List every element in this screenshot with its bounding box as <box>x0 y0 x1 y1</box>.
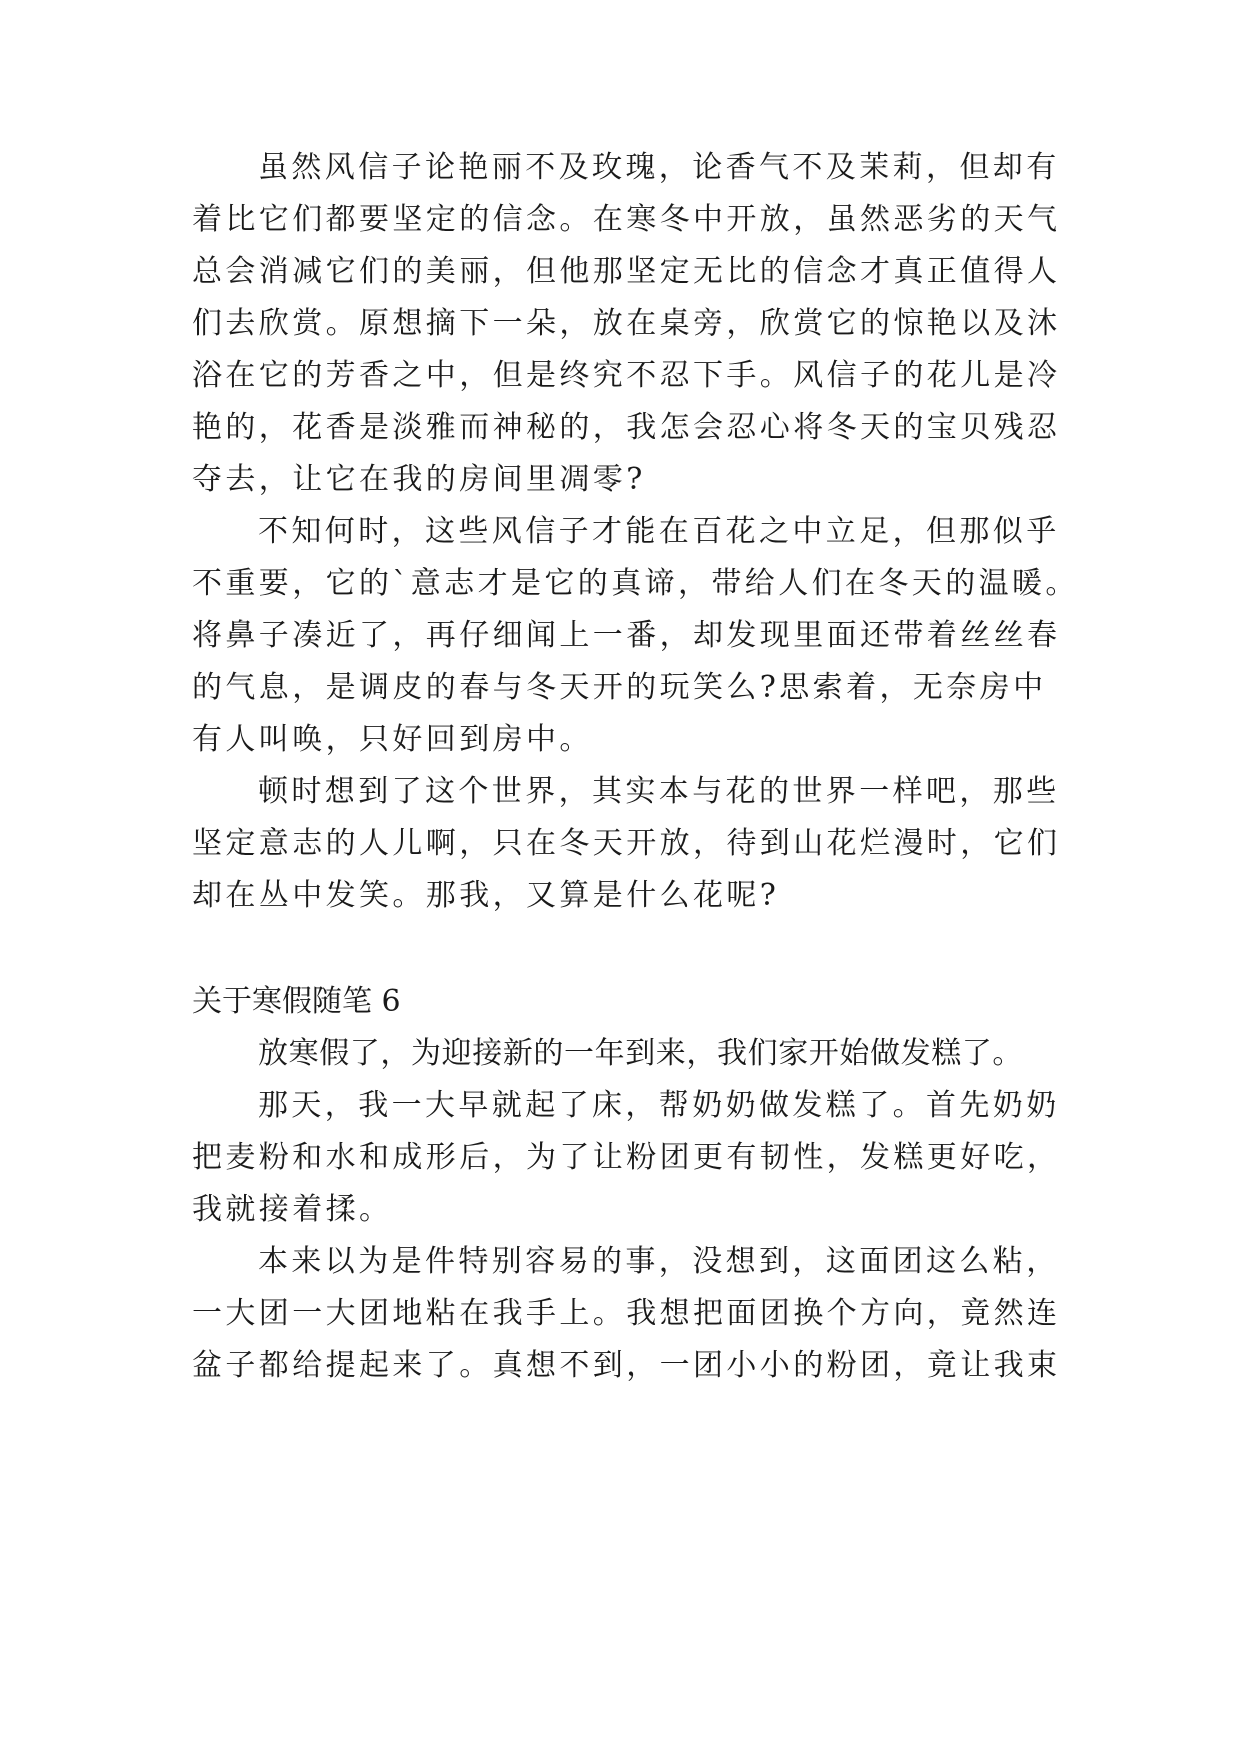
text-line: 不重要，它的`意志才是它的真谛，带给人们在冬天的温暖。 <box>192 566 1079 601</box>
text-line: 艳的，花香是淡雅而神秘的，我怎会忍心将冬天的宝贝残忍 <box>192 410 1061 445</box>
text-line: 总会消减它们的美丽，但他那坚定无比的信念才真正值得人 <box>192 254 1061 289</box>
text-line: 那天，我一大早就起了床，帮奶奶做发糕了。首先奶奶 <box>258 1088 1060 1123</box>
text-line: 本来以为是件特别容易的事，没想到，这面团这么粘， <box>258 1244 1060 1279</box>
text-line: 着比它们都要坚定的信念。在寒冬中开放，虽然恶劣的天气 <box>192 202 1061 237</box>
text-line: 放寒假了，为迎接新的一年到来，我们家开始做发糕了。 <box>258 1036 1023 1071</box>
text-line: 坚定意志的人儿啊，只在冬天开放，待到山花烂漫时，它们 <box>192 826 1061 861</box>
text-line: 顿时想到了这个世界，其实本与花的世界一样吧，那些 <box>258 774 1060 809</box>
text-line: 有人叫唤，只好回到房中。 <box>192 722 593 757</box>
text-line: 却在丛中发笑。那我，又算是什么花呢? <box>192 878 780 913</box>
text-line: 一大团一大团地粘在我手上。我想把面团换个方向，竟然连 <box>192 1296 1061 1331</box>
text-line: 盆子都给提起来了。真想不到，一团小小的粉团，竟让我束 <box>192 1348 1061 1383</box>
text-line: 不知何时，这些风信子才能在百花之中立足，但那似乎 <box>258 514 1060 549</box>
text-line: 将鼻子凑近了，再仔细闻上一番，却发现里面还带着丝丝春 <box>192 618 1061 653</box>
text-line: 浴在它的芳香之中，但是终究不忍下手。风信子的花儿是冷 <box>192 358 1061 393</box>
text-line: 我就接着揉。 <box>192 1192 393 1227</box>
section-heading: 关于寒假随笔 6 <box>192 984 401 1019</box>
text-line: 们去欣赏。原想摘下一朵，放在桌旁，欣赏它的惊艳以及沐 <box>192 306 1061 341</box>
text-line: 虽然风信子论艳丽不及玫瑰，论香气不及茉莉，但却有 <box>258 150 1060 185</box>
text-line: 把麦粉和水和成形后，为了让粉团更有韧性，发糕更好吃， <box>192 1140 1061 1175</box>
text-line: 夺去，让它在我的房间里凋零? <box>192 462 646 497</box>
text-line: 的气息，是调皮的春与冬天开的玩笑么?思索着，无奈房中 <box>192 670 1047 705</box>
